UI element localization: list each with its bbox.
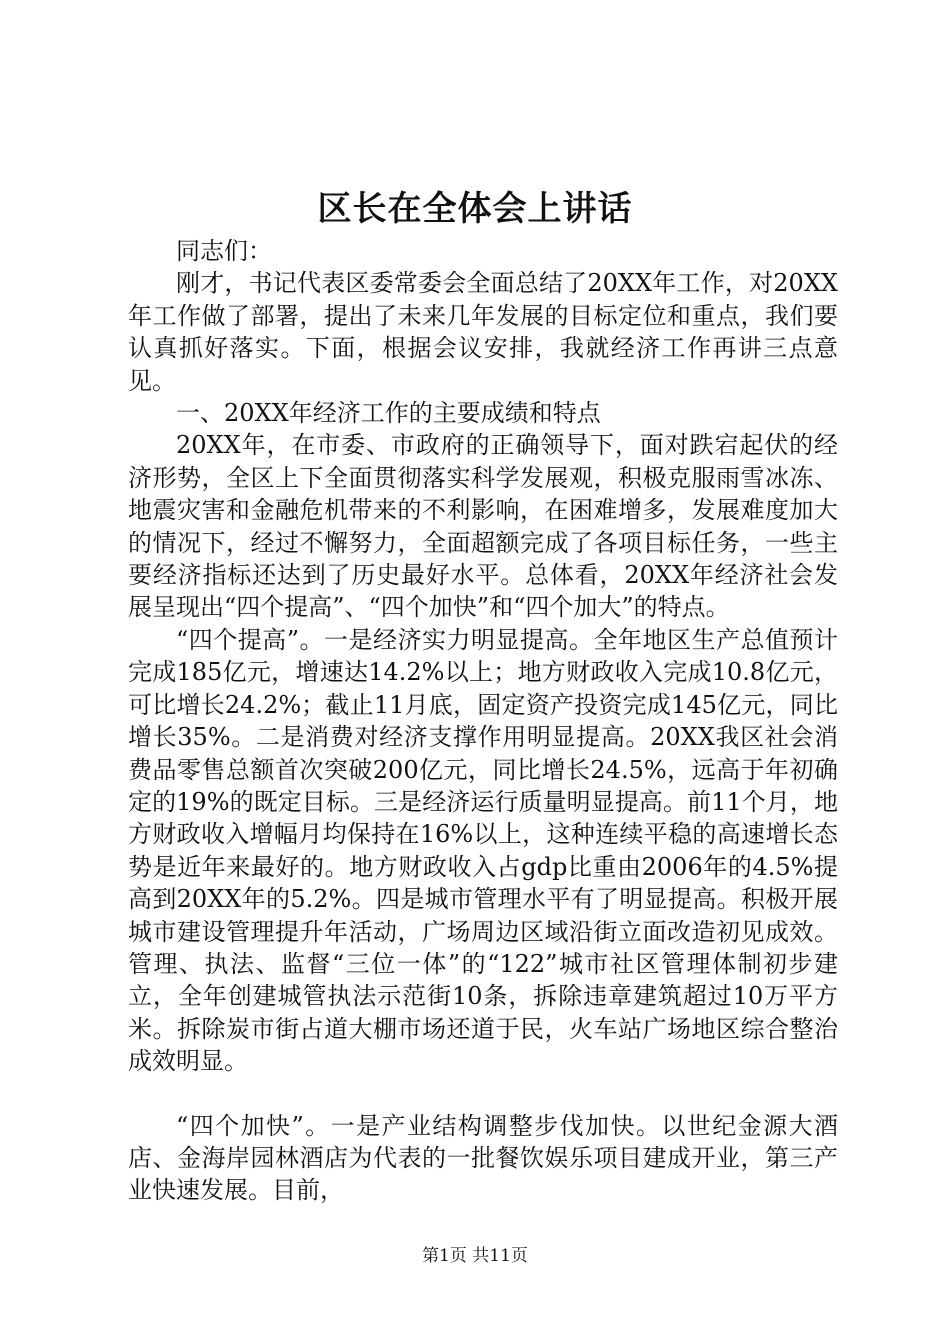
salutation-paragraph: 同志们：	[176, 237, 272, 265]
document-body	[128, 235, 838, 1207]
four-improvements-paragraph: “四个提高”。一是经济实力明显提高。全年地区生产总值预计完成185亿元，增速达14.2%以上；地方财政收入完成10.8亿元，可比增长24.2%；截止11月底，固定资产投资完成145亿元，同比增长35%。二是消费对经济支撑作用明显提高。20XX我区社会消费品零售总额首次突破200亿元，同比增长24.5%，远高于年初确定的19%的既定目标。三是经济运行质量明显提高。前11个月，地方财政收入增幅月均保持在16%以上，这种连续平稳的高速增长态势是近年来最好的。地方财政收入占gdp比重由2006年的4.5%提高到20XX年的5.2%。四是城市管理水平有了明显提高。积极开展城市建设管理提升年活动，广场周边区域沿街立面改造初见成效。管理、执法、监督“三位一体”的“122”城市社区管理体制初步建立，全年创建城管执法示范街10条，拆除违章建筑超过10万平方米。拆除炭市街占道大棚市场还道于民，火车站广场地区综合整治成效明显。	[128, 625, 838, 1076]
section-heading: 一、20XX年经济工作的主要成绩和特点	[176, 399, 601, 428]
four-accelerations-paragraph: “四个加快”。一是产业结构调整步伐加快。以世纪金源大酒店、金海岸园林酒店为代表的一批餐饮娱乐项目建成开业，第三产业快速发展。目前，	[128, 1111, 838, 1205]
intro-paragraph: 刚才，书记代表区委常委会全面总结了20XX年工作，对20XX年工作做了部署，提出了未来几年发展的目标定位和重点，我们要认真抓好落实。下面，根据会议安排，我就经济工作再讲三点意见。	[128, 269, 838, 395]
overview-paragraph: 20XX年，在市委、市政府的正确领导下，面对跌宕起伏的经济形势，全区上下全面贯彻落实科学发展观，积极克服雨雪冰冻、地震灾害和金融危机带来的不利影响，在困难增多，发展难度加大的情况下，经过不懈努力，全面超额完成了各项目标任务，一些主要经济指标还达到了历史最好水平。总体看，20XX年经济社会发展呈现出“四个提高”、“四个加快”和“四个加大”的特点。	[128, 431, 838, 622]
document-title: 区长在全体会上讲话	[317, 189, 633, 229]
page-number: 第1页 共11页	[422, 1246, 528, 1266]
